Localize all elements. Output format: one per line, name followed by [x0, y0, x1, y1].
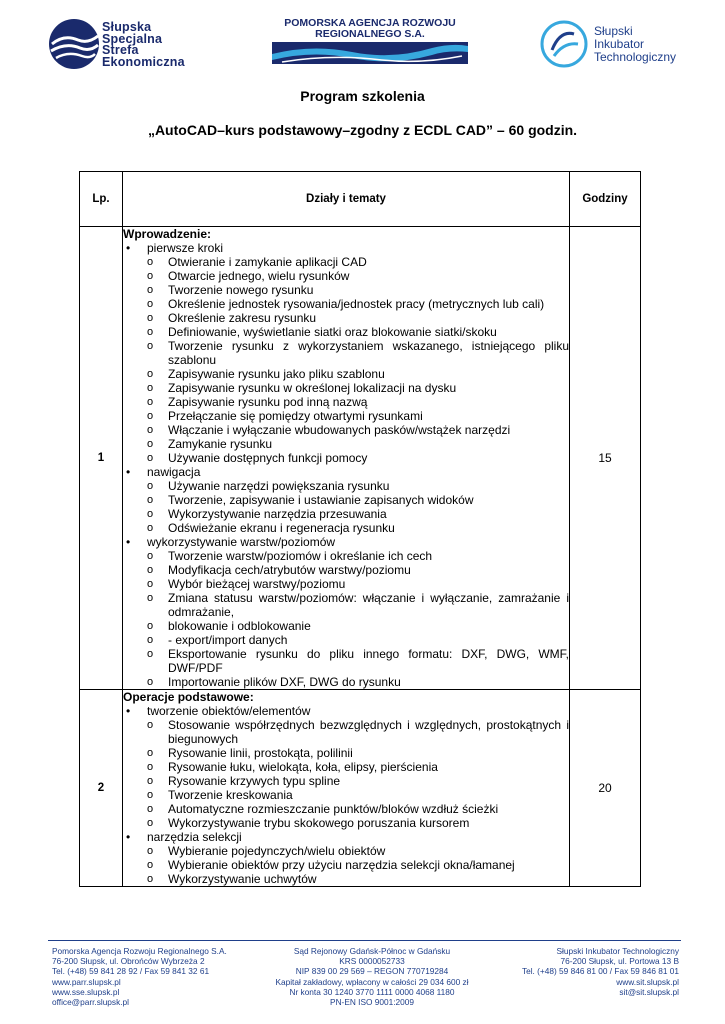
circle-bullet-icon: o	[147, 326, 154, 338]
item-text: Zmiana statusu warstw/poziomów: włączanie i wyłączanie, zamrażanie i odmrażanie,	[168, 591, 569, 619]
circle-bullet-icon: o	[147, 452, 154, 464]
circle-bullet-icon: o	[147, 382, 154, 394]
circle-bullet-icon: o	[147, 396, 154, 408]
list-item	[147, 269, 569, 283]
footer-link[interactable]: www.sse.slupsk.pl	[52, 986, 120, 997]
list-item	[147, 760, 569, 774]
list-item	[147, 395, 569, 409]
sit-logo-line: Inkubator	[594, 37, 645, 51]
circle-bullet-icon: o	[147, 522, 154, 534]
list-item	[147, 325, 569, 339]
list-item	[147, 437, 569, 451]
document-title: Program szkolenia	[300, 88, 425, 104]
item-text: Rysowanie linii, prostokąta, polilinii	[168, 746, 353, 760]
row-hours: 15	[570, 227, 641, 690]
header-topics: Działy i tematy	[123, 172, 570, 227]
item-text: Otwarcie jednego, wielu rysunków	[168, 269, 350, 283]
circle-bullet-icon: o	[147, 256, 154, 268]
item-text: Określenie zakresu rysunku	[168, 311, 317, 325]
topic-group	[123, 830, 569, 886]
sse-logo	[48, 16, 198, 72]
list-item	[147, 451, 569, 465]
list-item	[147, 633, 569, 647]
circle-bullet-icon: o	[147, 480, 154, 492]
group-label: wykorzystywanie warstw/poziomów	[147, 535, 336, 549]
sit-logo-line: Słupski	[594, 24, 633, 38]
footer-line: Tel. (+48) 59 841 28 92 / Fax 59 841 32 61	[52, 966, 210, 977]
list-item	[147, 521, 569, 535]
sse-logo-line: Specjalna	[102, 31, 163, 46]
list-item	[147, 297, 569, 311]
bullet-icon: •	[126, 704, 131, 718]
circle-bullet-icon: o	[147, 508, 154, 520]
item-text: Wybieranie obiektów przy użyciu narzędzia selekcji okna/łamanej	[168, 858, 515, 872]
circle-bullet-icon: o	[147, 592, 154, 604]
list-item	[147, 675, 569, 689]
item-text: Tworzenie warstw/poziomów i określanie ich cech	[168, 549, 433, 563]
circle-bullet-icon: o	[147, 424, 154, 436]
item-text: Eksportowanie rysunku do pliku innego formatu: DXF, DWG, WMF, DWF/PDF	[168, 647, 569, 675]
group-label: tworzenie obiektów/elementów	[147, 704, 311, 718]
footer-left	[52, 946, 227, 1007]
list-item	[147, 507, 569, 521]
item-text: Automatyczne rozmieszczanie punktów/bloków wzdłuż ścieżki	[168, 802, 499, 816]
circle-bullet-icon: o	[147, 564, 154, 576]
sse-emblem-icon	[48, 18, 100, 70]
item-text: Modyfikacja cech/atrybutów warstwy/poziomu	[168, 563, 411, 577]
item-text: Używanie dostępnych funkcji pomocy	[168, 451, 368, 465]
row-number: 1	[80, 227, 123, 690]
list-item	[147, 255, 569, 269]
table-row	[80, 690, 641, 887]
list-item	[147, 788, 569, 802]
sit-logo	[540, 20, 690, 72]
footer-line: Kapitał zakładowy, wpłacony w całości 29 034 600 zł	[275, 976, 469, 987]
circle-bullet-icon: o	[147, 761, 154, 773]
circle-bullet-icon: o	[147, 747, 154, 759]
header-lp: Lp.	[80, 172, 123, 227]
sit-emblem-icon	[540, 20, 588, 68]
list-item	[147, 647, 569, 675]
item-text: Odświeżanie ekranu i regeneracja rysunku	[168, 521, 395, 535]
circle-bullet-icon: o	[147, 578, 154, 590]
item-text: Tworzenie nowego rysunku	[168, 283, 314, 297]
bullet-icon: •	[126, 465, 131, 479]
item-text: Używanie narzędzi powiększania rysunku	[168, 479, 390, 493]
bullet-icon: •	[126, 830, 131, 844]
group-label: narzędzia selekcji	[147, 830, 242, 844]
group-label: pierwsze kroki	[147, 241, 224, 255]
topic-group	[123, 241, 569, 465]
circle-bullet-icon: o	[147, 859, 154, 871]
item-text: Wykorzystywanie narzędzia przesuwania	[168, 507, 387, 521]
circle-bullet-icon: o	[147, 789, 154, 801]
group-label: nawigacja	[147, 465, 201, 479]
table-header-row	[80, 172, 641, 227]
item-text: Tworzenie rysunku z wykorzystaniem wskazanego, istniejącego pliku szablonu	[168, 339, 569, 367]
list-item	[147, 844, 569, 858]
footer-divider	[48, 940, 681, 941]
item-text: Wykorzystywanie trybu skokowego poruszania kursorem	[168, 816, 470, 830]
item-text: Zapisywanie rysunku w określonej lokalizacji na dysku	[168, 381, 457, 395]
list-item	[147, 381, 569, 395]
circle-bullet-icon: o	[147, 719, 154, 731]
item-text: Otwieranie i zamykanie aplikacji CAD	[168, 255, 367, 269]
list-item	[147, 283, 569, 297]
item-text: Przełączanie się pomiędzy otwartymi rysunkami	[168, 409, 423, 423]
list-item	[147, 577, 569, 591]
item-text: Wybór bieżącej warstwy/poziomu	[168, 577, 346, 591]
footer-link[interactable]: sit@sit.slupsk.pl	[619, 986, 679, 997]
circle-bullet-icon: o	[147, 803, 154, 815]
item-text: Określenie jednostek rysowania/jednostek pracy (metrycznych lub cali)	[168, 297, 545, 311]
list-item	[147, 367, 569, 381]
list-item	[147, 409, 569, 423]
list-item	[147, 549, 569, 563]
list-item	[147, 816, 569, 830]
section-title: Wprowadzenie:	[123, 227, 212, 241]
circle-bullet-icon: o	[147, 648, 154, 660]
item-text: Definiowanie, wyświetlanie siatki oraz blokowanie siatki/skoku	[168, 325, 497, 339]
row-topics	[123, 690, 570, 887]
item-text: Rysowanie krzywych typu spline	[168, 774, 341, 788]
item-text: Zapisywanie rysunku pod inną nazwą	[168, 395, 368, 409]
item-text: - export/import danych	[168, 633, 288, 647]
list-item	[147, 591, 569, 619]
item-text: Zamykanie rysunku	[168, 437, 273, 451]
list-item	[147, 493, 569, 507]
list-item	[147, 311, 569, 325]
list-item	[147, 423, 569, 437]
item-text: Rysowanie łuku, wielokąta, koła, elipsy, pierścienia	[168, 760, 438, 774]
sse-logo-line: Strefa	[102, 43, 139, 57]
circle-bullet-icon: o	[147, 873, 154, 885]
footer-line: 76-200 Słupsk, ul. Portowa 13 B	[560, 956, 679, 967]
section-title: Operacje podstawowe:	[123, 690, 254, 704]
footer-middle	[262, 946, 482, 1007]
row-number: 2	[80, 690, 123, 887]
footer-link[interactable]: www.sit.slupsk.pl	[616, 976, 679, 987]
item-text: Stosowanie współrzędnych bezwzględnych i względnych, prostokątnych i biegunowych	[168, 718, 569, 746]
circle-bullet-icon: o	[147, 340, 154, 352]
parr-wave-icon	[272, 40, 468, 66]
circle-bullet-icon: o	[147, 845, 154, 857]
row-hours: 20	[570, 690, 641, 887]
circle-bullet-icon: o	[147, 312, 154, 324]
parr-logo-line: POMORSKA AGENCJA ROZWOJU	[284, 17, 456, 29]
sit-logo-line: Technologiczny	[594, 50, 677, 64]
circle-bullet-icon: o	[147, 270, 154, 282]
circle-bullet-icon: o	[147, 634, 154, 646]
table-row	[80, 227, 641, 690]
list-item	[147, 746, 569, 760]
bullet-icon: •	[126, 241, 131, 255]
bullet-icon: •	[126, 535, 131, 549]
item-text: Wykorzystywanie uchwytów	[168, 872, 317, 886]
header-hours: Godziny	[570, 172, 641, 227]
item-text: Importowanie plików DXF, DWG do rysunku	[168, 675, 401, 689]
list-item	[147, 563, 569, 577]
list-item	[147, 802, 569, 816]
course-title: „AutoCAD–kurs podstawowy–zgodny z ECDL CAD” – 60 godzin.	[147, 122, 578, 138]
parr-logo	[272, 18, 468, 66]
circle-bullet-icon: o	[147, 775, 154, 787]
list-item	[147, 619, 569, 633]
sse-logo-line: Słupska	[102, 20, 152, 34]
program-table	[79, 171, 641, 887]
item-text: Tworzenie kreskowania	[168, 788, 293, 802]
item-text: Włączanie i wyłączanie wbudowanych pasków/wstążek narzędzi	[168, 423, 511, 437]
circle-bullet-icon: o	[147, 550, 154, 562]
item-text: Wybieranie pojedynczych/wielu obiektów	[168, 844, 386, 858]
topic-group	[123, 704, 569, 830]
list-item	[147, 872, 569, 886]
footer-line: Nr konta 30 1240 3770 1111 0000 4068 1180	[289, 986, 455, 997]
circle-bullet-icon: o	[147, 620, 154, 632]
item-text: Tworzenie, zapisywanie i ustawianie zapisanych widoków	[168, 493, 474, 507]
list-item	[147, 339, 569, 367]
row-topics	[123, 227, 570, 690]
circle-bullet-icon: o	[147, 817, 154, 829]
list-item	[147, 774, 569, 788]
sse-logo-line: Ekonomiczna	[102, 54, 185, 69]
circle-bullet-icon: o	[147, 284, 154, 296]
footer-line: Sąd Rejonowy Gdańsk-Północ w Gdańsku	[293, 946, 451, 956]
item-text: Zapisywanie rysunku jako pliku szablonu	[168, 367, 385, 381]
footer-line: PN-EN ISO 9001:2009	[330, 997, 414, 1008]
circle-bullet-icon: o	[147, 410, 154, 422]
topic-group	[123, 465, 569, 535]
circle-bullet-icon: o	[147, 298, 154, 310]
list-item	[147, 858, 569, 872]
circle-bullet-icon: o	[147, 676, 154, 688]
footer-line: Pomorska Agencja Rozwoju Regionalnego S.A.	[52, 946, 227, 956]
footer-line: NIP 839 00 29 569 – REGON 770719284	[295, 966, 449, 977]
footer-line: 76-200 Słupsk, ul. Obrońców Wybrzeża 2	[52, 956, 205, 967]
circle-bullet-icon: o	[147, 438, 154, 450]
footer-link[interactable]: www.parr.slupsk.pl	[52, 976, 121, 987]
parr-logo-line: REGIONALNEGO S.A.	[315, 28, 425, 40]
list-item	[147, 718, 569, 746]
footer-line: Słupski Inkubator Technologiczny	[556, 946, 679, 956]
footer-line: Tel. (+48) 59 846 81 00 / Fax 59 846 81 01	[521, 966, 679, 977]
footer-link[interactable]: office@parr.slupsk.pl	[52, 997, 129, 1008]
footer-line: KRS 0000052733	[339, 956, 405, 967]
topic-group	[123, 535, 569, 689]
list-item	[147, 479, 569, 493]
item-text: blokowanie i odblokowanie	[168, 619, 311, 633]
circle-bullet-icon: o	[147, 368, 154, 380]
footer-right	[522, 946, 679, 997]
circle-bullet-icon: o	[147, 494, 154, 506]
